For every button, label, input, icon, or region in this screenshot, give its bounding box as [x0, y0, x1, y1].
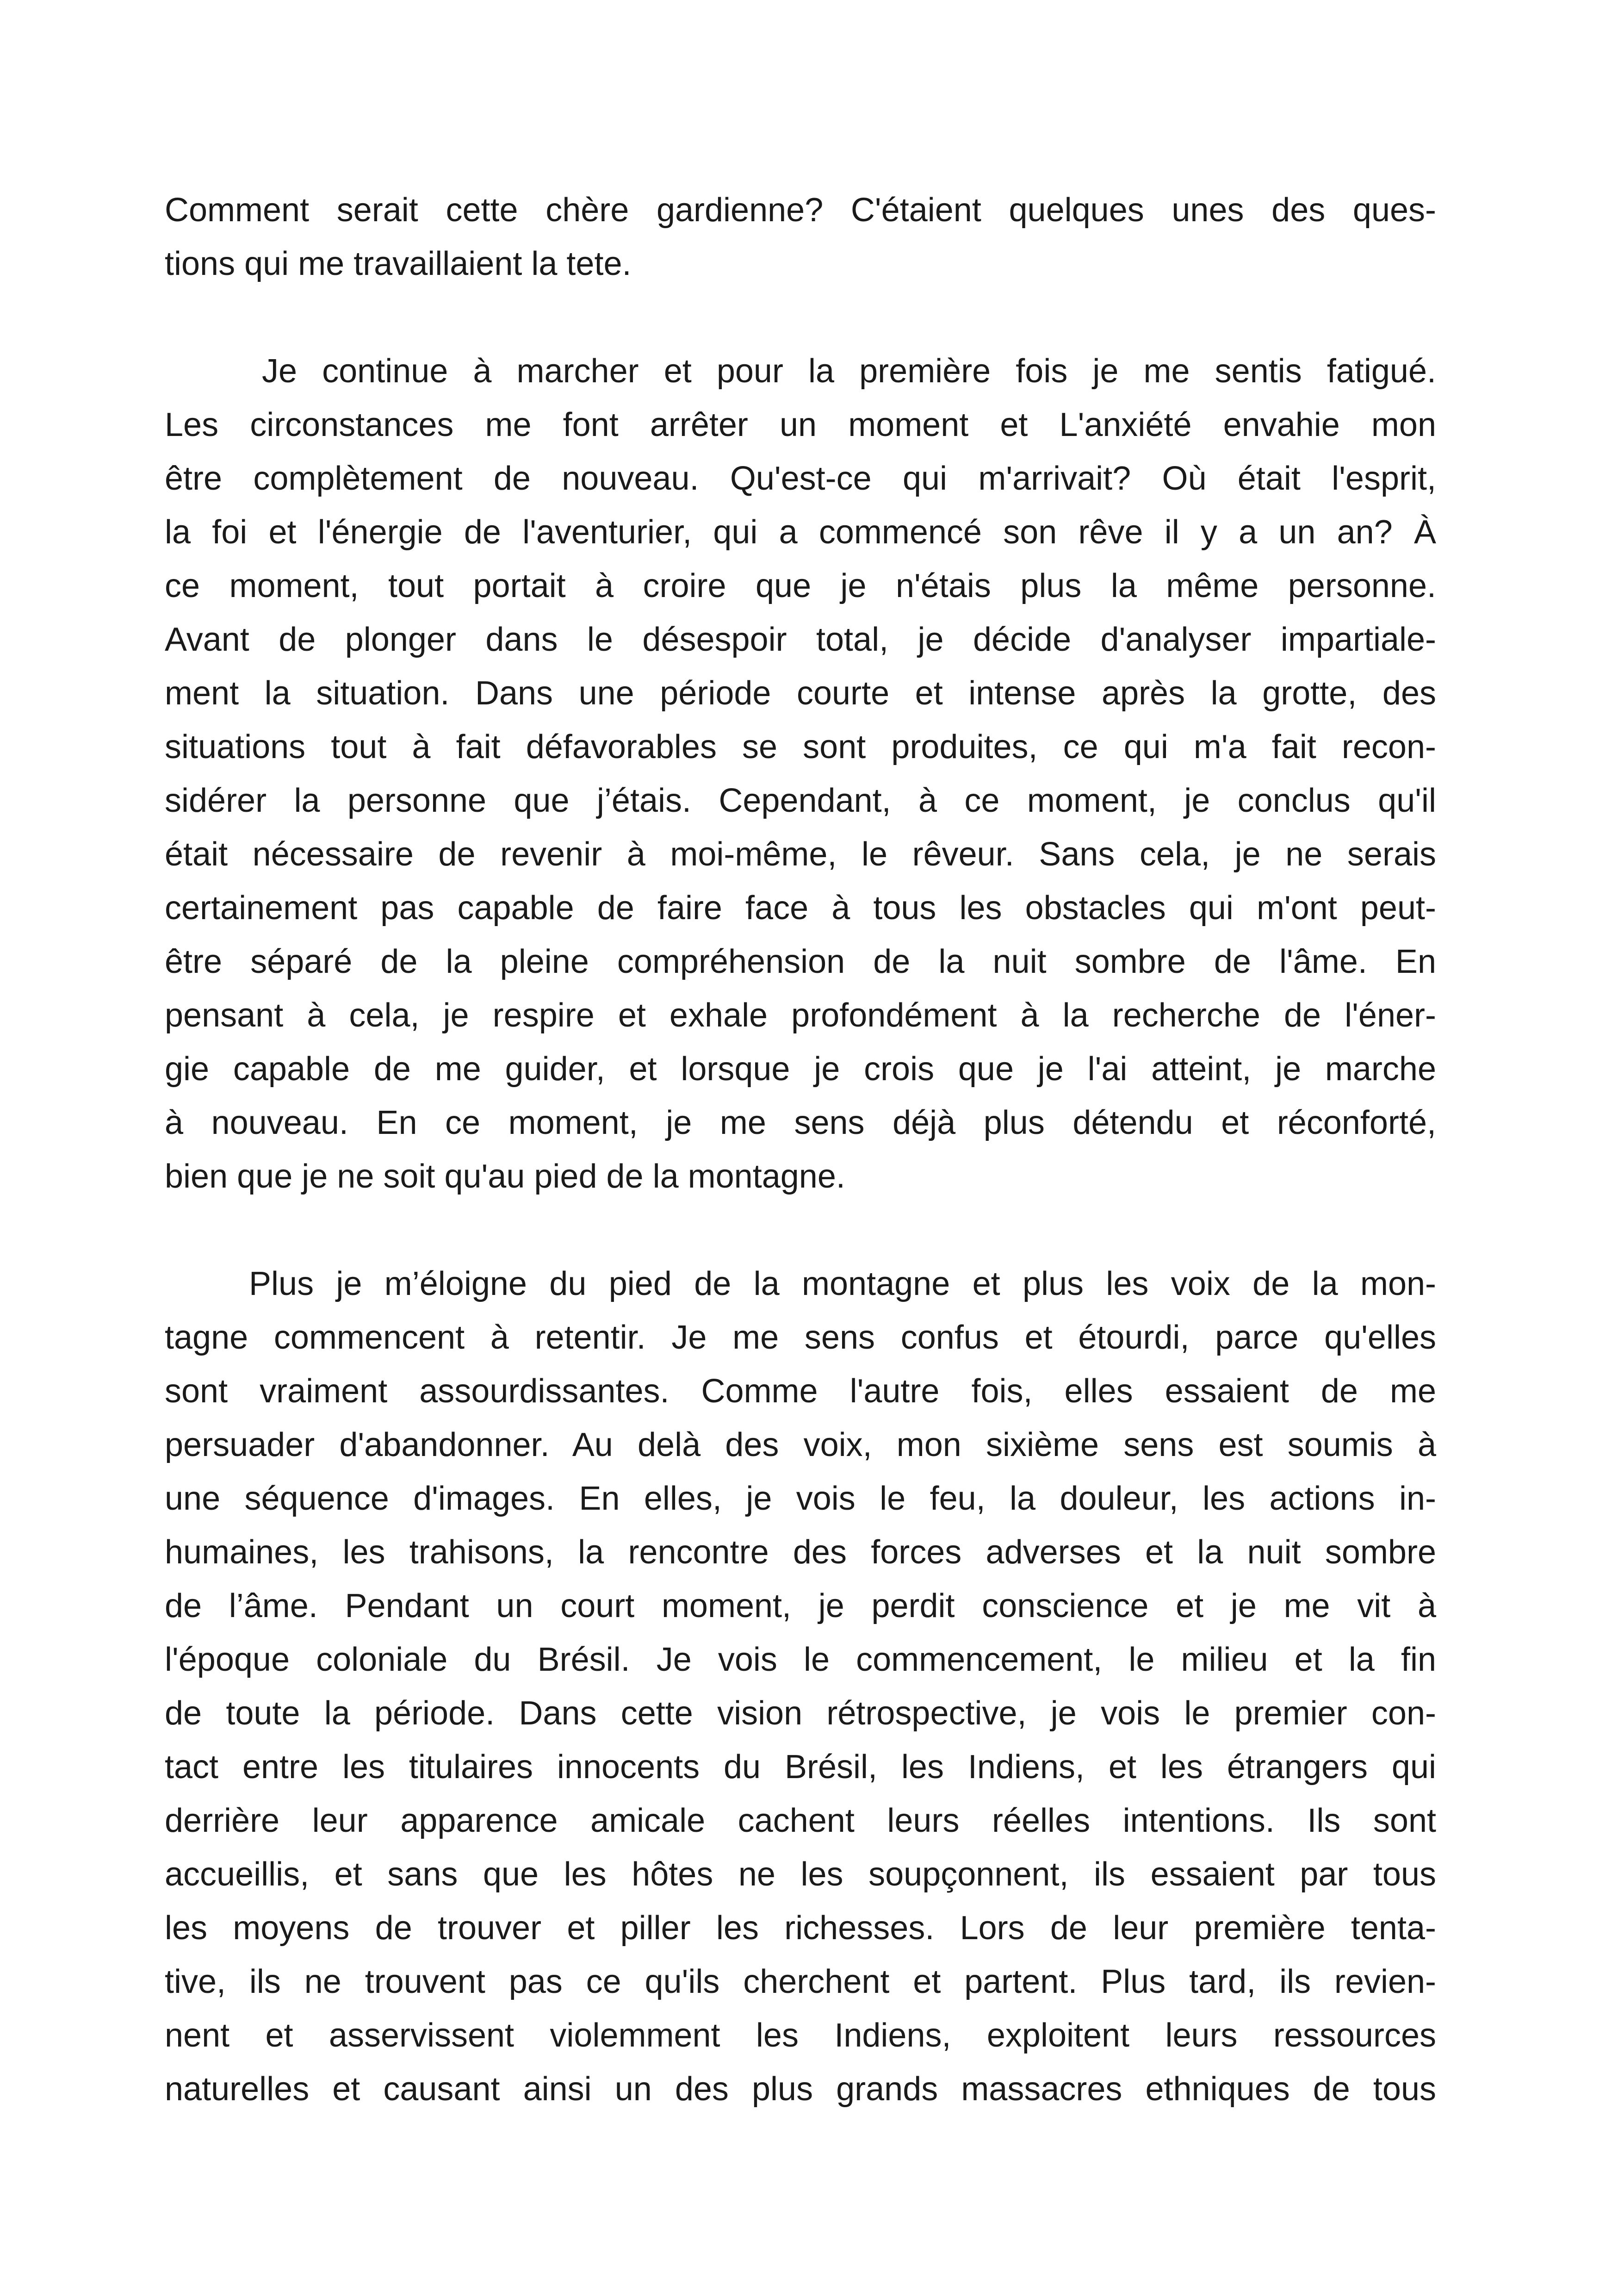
text-line: une séquence d'images. En elles, je vois le feu, la douleur, les actions in-	[165, 1480, 1436, 1517]
text-line: Plus je m’éloigne du pied de la montagne et plus les voix de la mon-	[249, 1265, 1436, 1302]
text-line: ce moment, tout portait à croire que je n'étais plus la même personne.	[165, 567, 1436, 604]
text-line: nent et asservissent violemment les Indiens, exploitent leurs ressources	[165, 2017, 1436, 2054]
text-line: à nouveau. En ce moment, je me sens déjà plus détendu et réconforté,	[165, 1104, 1436, 1141]
text-line: accueillis, et sans que les hôtes ne les soupçonnent, ils essaient par tous	[165, 1856, 1436, 1893]
paragraph-spacer	[165, 1203, 1436, 1257]
paragraph-spacer	[165, 291, 1436, 344]
text-line: situations tout à fait défavorables se sont produites, ce qui m'a fait recon-	[165, 728, 1436, 765]
text-line: tact entre les titulaires innocents du Brésil, les Indiens, et les étrangers qui	[165, 1748, 1436, 1786]
text-line: ment la situation. Dans une période courte et intense après la grotte, des	[165, 675, 1436, 712]
text-line: la foi et l'énergie de l'aventurier, qui a commencé son rêve il y a un an? À	[165, 514, 1436, 551]
text-line: Les circonstances me font arrêter un moment et L'anxiété envahie mon	[165, 406, 1436, 443]
text-line: Je continue à marcher et pour la première fois je me sentis fatigué.	[262, 353, 1436, 390]
text-line: pensant à cela, je respire et exhale profondément à la recherche de l'éner-	[165, 997, 1436, 1034]
text-line: être séparé de la pleine compréhension de la nuit sombre de l'âme. En	[165, 943, 1436, 980]
text-line: tagne commencent à retentir. Je me sens confus et étourdi, parce qu'elles	[165, 1319, 1436, 1356]
text-line: tive, ils ne trouvent pas ce qu'ils cherchent et partent. Plus tard, ils revien-	[165, 1963, 1436, 2000]
text-line: derrière leur apparence amicale cachent leurs réelles intentions. Ils sont	[165, 1802, 1436, 1839]
text-line: de l’âme. Pendant un court moment, je perdit conscience et je me vit à	[165, 1587, 1436, 1624]
text-line: naturelles et causant ainsi un des plus grands massacres ethniques de tous	[165, 2071, 1436, 2108]
text-line: était nécessaire de revenir à moi-même, le rêveur. Sans cela, je ne serais	[165, 836, 1436, 873]
text-line: de toute la période. Dans cette vision rétrospective, je vois le premier con-	[165, 1695, 1436, 1732]
text-line: l'époque coloniale du Brésil. Je vois le commencement, le milieu et la fin	[165, 1641, 1436, 1678]
text-line: sidérer la personne que j’étais. Cependant, à ce moment, je conclus qu'il	[165, 782, 1436, 819]
text-line: persuader d'abandonner. Au delà des voix, mon sixième sens est soumis à	[165, 1426, 1436, 1463]
text-line: être complètement de nouveau. Qu'est-ce qui m'arrivait? Où était l'esprit,	[165, 460, 1436, 497]
text-line: les moyens de trouver et piller les richesses. Lors de leur première tenta-	[165, 1910, 1436, 1947]
text-line: bien que je ne soit qu'au pied de la montagne.	[165, 1158, 845, 1195]
paragraph	[165, 1257, 1436, 2116]
body-text	[165, 183, 1436, 2116]
text-line: Comment serait cette chère gardienne? C'étaient quelques unes des ques-	[165, 192, 1436, 229]
text-line: certainement pas capable de faire face à tous les obstacles qui m'ont peut-	[165, 890, 1436, 927]
text-line: sont vraiment assourdissantes. Comme l'autre fois, elles essaient de me	[165, 1373, 1436, 1410]
paragraph	[165, 183, 1436, 291]
text-line: humaines, les trahisons, la rencontre des forces adverses et la nuit sombre	[165, 1534, 1436, 1571]
text-line: gie capable de me guider, et lorsque je crois que je l'ai atteint, je marche	[165, 1051, 1436, 1088]
paragraph	[165, 344, 1436, 1203]
text-line: tions qui me travaillaient la tete.	[165, 245, 632, 282]
text-line: Avant de plonger dans le désespoir total, je décide d'analyser impartiale-	[165, 621, 1436, 658]
